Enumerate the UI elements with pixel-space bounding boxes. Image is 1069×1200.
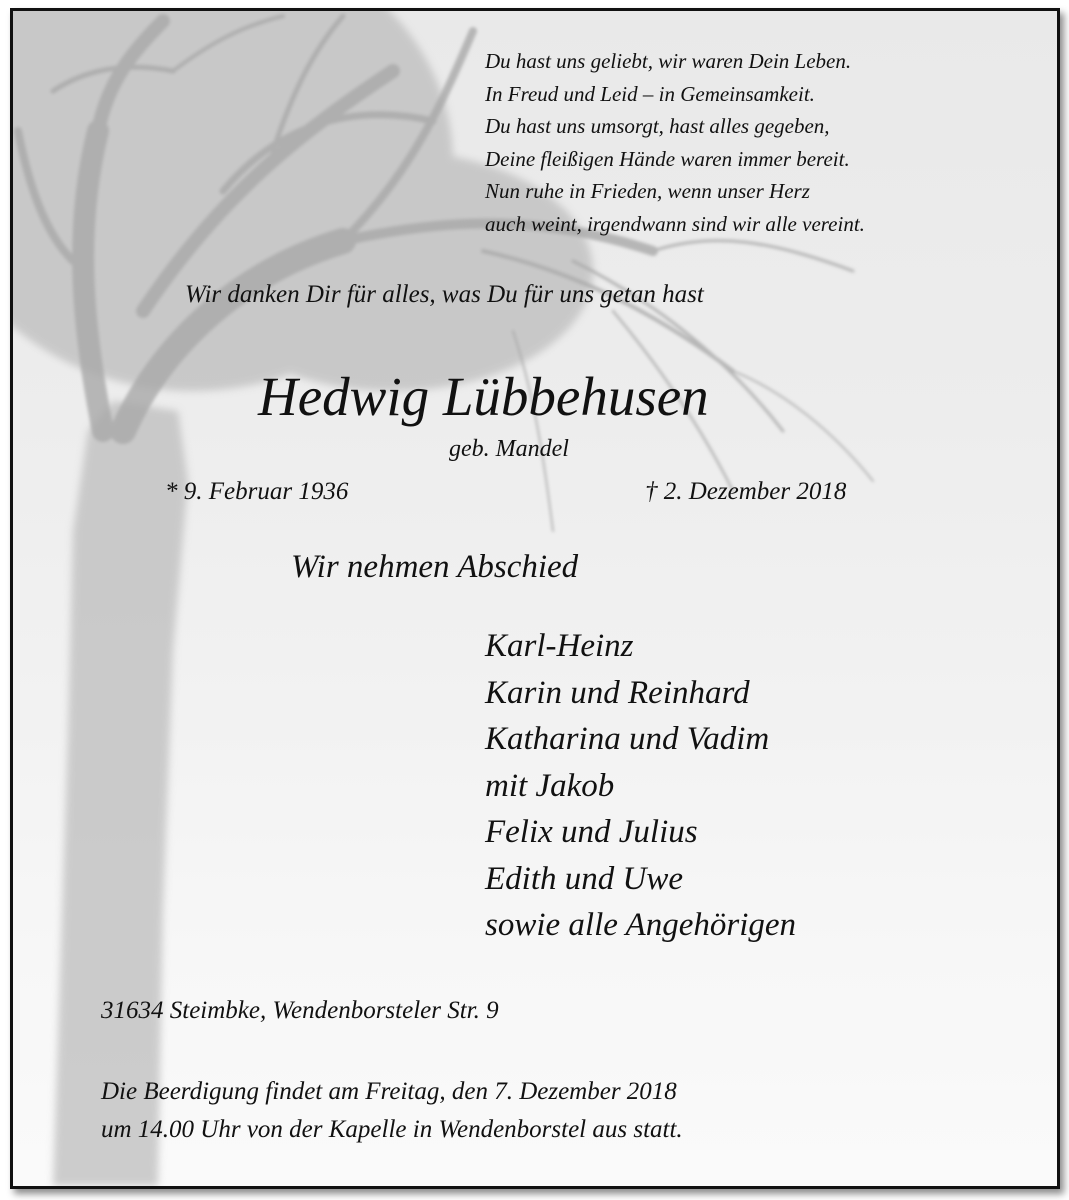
mourner: Felix und Julius <box>485 814 698 850</box>
address: 31634 Steimbke, Wendenborsteler Str. 9 <box>101 997 499 1024</box>
maiden-name: geb. Mandel <box>449 436 569 462</box>
poem-line: Du hast uns umsorgt, hast alles gegeben, <box>485 114 830 138</box>
thanks-line: Wir danken Dir für alles, was Du für uns getan hast <box>185 281 704 308</box>
farewell-heading: Wir nehmen Abschied <box>291 549 579 585</box>
death-date: † 2. Dezember 2018 <box>645 478 847 505</box>
poem-line: In Freud und Leid – in Gemeinsamkeit. <box>485 81 815 106</box>
poem <box>485 45 865 240</box>
mourner: Karl-Heinz <box>485 628 634 664</box>
poem-line: Du hast uns geliebt, wir waren Dein Leben. <box>485 49 852 73</box>
mourner: Katharina und Vadim <box>485 721 770 757</box>
funeral-line: Die Beerdigung findet am Freitag, den 7. Dezember 2018 <box>101 1078 677 1105</box>
obituary-card <box>10 8 1060 1189</box>
mourners-list <box>485 623 796 949</box>
mourner: sowie alle Angehörigen <box>485 907 797 943</box>
mourner: Karin und Reinhard <box>485 674 750 711</box>
funeral-notice <box>101 1073 683 1149</box>
poem-line: Deine fleißigen Hände waren immer bereit. <box>485 146 850 171</box>
funeral-line: um 14.00 Uhr von der Kapelle in Wendenborstel aus statt. <box>101 1116 683 1143</box>
poem-line: auch weint, irgendwann sind wir alle vereint. <box>485 211 865 236</box>
mourner: mit Jakob <box>485 767 615 804</box>
deceased-name: Hedwig Lübbehusen <box>258 366 709 427</box>
birth-date: * 9. Februar 1936 <box>165 478 349 505</box>
poem-line: Nun ruhe in Frieden, wenn unser Herz <box>485 179 810 203</box>
mourner: Edith und Uwe <box>485 860 683 897</box>
